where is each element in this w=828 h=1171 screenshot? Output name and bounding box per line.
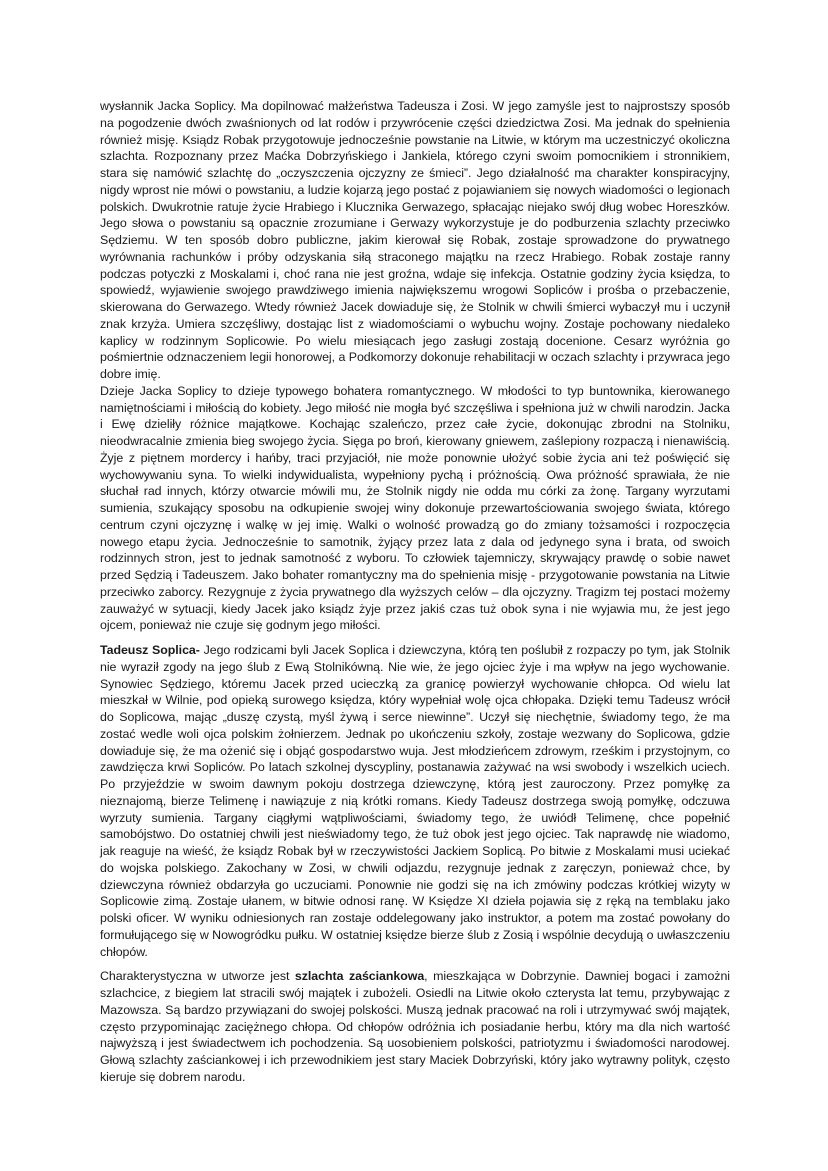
paragraph-szlachta-zasciankowa <box>100 968 730 1085</box>
paragraph-jacek-romantic-hero: Dzieje Jacka Soplicy to dzieje typowego bohatera romantycznego. W młodości to typ buntownika, kierowanego namiętnościami i miłością do kobiety. Jego miłość nie mogła być szczęśliwa i spełniona już w chwili narodzin. Jacka i Ewę dzieliły różnice majątkowe. Kochając szaleńczo, przez całe życie, dokonując zbrodni na Stolniku, nieodwracalnie zmienia bieg swojego życia. Sięga po broń, kierowany gniewem, zaślepiony rozpaczą i nienawiścią. Żyje z piętnem mordercy i hańby, traci przyjaciół, nie może ponownie ułożyć sobie życia ani też poświęcić się wychowywaniu syna. To wielki indywidualista, wypełniony pychą i próżnością. Owa próżność sprawiała, że nie słuchał rad innych, którzy otwarcie mówili mu, że Stolnik nigdy nie odda mu córki za żonę. Targany wyrzutami sumienia, szukający sposobu na odkupienie swojej winy dokonuje przewartościowania swojego świata, którego centrum czyni ojczyznę i walkę w jej imię. Walki o wolność prowadzą go do zmiany tożsamości i rozpoczęcia nowego etapu życia. Jednocześnie to samotnik, żyjący przez lata z dala od jedynego syna i brata, od swoich rodzinnych stron, jest to jednak samotność z wyboru. To człowiek tajemniczy, skrywający prawdę o sobie nawet przed Sędzią i Tadeuszem. Jako bohater romantyczny ma do spełnienia misję - przygotowanie powstania na Litwie przeciwko zaborcy. Rezygnuje z życia prywatnego dla wyższych celów – dla ojczyzny. Tragizm tej postaci możemy zauważyć w sytuacji, kiedy Jacek jako ksiądz żyje przez jakiś czas tuż obok syna i nie wyjawia mu, że jest jego ojcem, ponieważ nie czuje się godnym jego miłości. <box>100 383 730 633</box>
paragraph-tadeusz-soplica <box>100 642 730 960</box>
term-szlachta-zasciankowa: szlachta zaściankowa <box>294 969 425 984</box>
paragraph-szlachta-intro: Charakterystyczna w utworze jest <box>100 969 295 984</box>
paragraph-jacek-robak: wysłannik Jacka Soplicy. Ma dopilnować małżeństwa Tadeusza i Zosi. W jego zamyśle jest to najprostszy sposób na pogodzenie dwóch zwaśnionych od lat rodów i przywrócenie części dziedzictwa Zosi. Ma jednak do spełnienia również misję. Ksiądz Robak przygotowuje jednocześnie powstanie na Litwie, w którym ma uczestniczyć okoliczna szlachta. Rozpoznany przez Maćka Dobrzyńskiego i Jankiela, którego czyni swoim pomocnikiem i stronnikiem, stara się namówić szlachtę do „oczyszczenia ojczyzny ze śmieci”. Jego działalność ma charakter konspiracyjny, nigdy wprost nie mówi o powstaniu, a ludzie kojarzą jego postać z pojawianiem się nowych wiadomości o legionach polskich. Dwukrotnie ratuje życie Hrabiego i Klucznika Gerwazego, spłacając niejako swój dług wobec Horeszków. Jego słowa o powstaniu są opacznie zrozumiane i Gerwazy wykorzystuje je do podburzenia szlachty przeciwko Sędziemu. W ten sposób dobro publiczne, jakim kierował się Robak, zostaje sprowadzone do prywatnego wyrównania rachunków i próby odzyskania siłą straconego majątku na rzecz Hrabiego. Robak zostaje ranny podczas potyczki z Moskalami i, choć rana nie jest groźna, wdaje się infekcja. Ostatnie godziny życia księdza, to spowiedź, wyjawienie swojego prawdziwego imienia największemu wrogowi Sopliców i prośba o przebaczenie, skierowana do Gerwazego. Wtedy również Jacek dowiaduje się, że Stolnik w chwili śmierci wybaczył mu i uczynił znak krzyża. Umiera szczęśliwy, dostając list z wiadomościami o wybuchu wojny. Zostaje pochowany niedaleko kaplicy w rodzinnym Soplicowie. Po wielu miesiącach jego zasługi zostają docenione. Cesarz wyróżnia go pośmiertnie odznaczeniem legii honorowej, a Podkomorzy dokonuje rehabilitacji w oczach szlachty i przywraca jego dobre imię. <box>100 99 730 381</box>
paragraph-szlachta-body: , mieszkająca w Dobrzynie. Dawniej bogaci i zamożni szlachcice, z biegiem lat stracili swój majątek i zubożeli. Osiedli na Litwie około czterysta lat temu, przybywając z Mazowsza. Są bardzo przywiązani do swojej polskości. Muszą jednak pracować na roli i utrzymywać swój majątek, często przypominając zaciężnego chłopa. Od chłopów odróżnia ich posiadanie herbu, który ma dla nich wartość najwyższą i jest świadectwem ich pochodzenia. Są uosobieniem polskości, patriotyzmu i świadomości narodowej. Głową szlachty zaściankowej i ich przewodnikiem jest stary Maciek Dobrzyński, który jako wytrawny polityk, często kieruje się dobrem narodu. <box>100 969 730 1084</box>
character-heading-tadeusz: Tadeusz Soplica- <box>100 643 200 657</box>
paragraph-tadeusz-body: Jego rodzicami byli Jacek Soplica i dziewczyna, którą ten poślubił z rozpaczy po tym, jak Stolnik nie wyraził zgody na jego ślub z Ewą Stolnikówną. Nie wie, że jego ojciec żyje i ma wpływ na jego wychowanie. Synowiec Sędziego, któremu Jacek przed ucieczką za granicę powierzył wychowanie chłopca. Od wielu lat mieszkał w Wilnie, pod opieką surowego księdza, który wypełniał wolę ojca chłopaka. Dzięki temu Tadeusz wrócił do Soplicowa, mając „duszę czystą, myśl żywą i serce niewinne”. Uczył się niechętnie, świadomy tego, że ma zostać wedle woli ojca polskim żołnierzem. Jednak po ukończeniu szkoły, zostaje wezwany do Soplicowa, gdzie dowiaduje się, że ma ożenić się i objąć gospodarstwo wuja. Jest młodzieńcem zdrowym, rześkim i przystojnym, co zawdzięcza krwi Sopliców. Po latach szkolnej dyscypliny, postanawia zażywać na wsi swobody i wszelkich uciech. Po przyjeździe w swoim dawnym pokoju dostrzega dziewczynę, którą jest zauroczony. Przez pomyłkę za nieznajomą, bierze Telimenę i nawiązuje z nią krótki romans. Kiedy Tadeusz dostrzega swoją pomyłkę, odczuwa wyrzuty sumienia. Targany ciągłymi wątpliwościami, świadomy tego, że uwiódł Telimenę, chce popełnić samobójstwo. Do ostatniej chwili jest nieświadomy tego, że tuż obok jest jego ojciec. Tak naprawdę nie wiadomo, jak reaguje na wieść, że ksiądz Robak był w rzeczywistości Jackiem Soplicą. Po bitwie z Moskalami musi uciekać do wojska polskiego. Zakochany w Zosi, w chwili odjazdu, rezygnuje jednak z zaręczyn, ponieważ chce, by dziewczyna również obdarzyła go uczuciami. Ponownie nie godzi się na ich zmówiny podczas krótkiej wizyty w Soplicowie zimą. Zostaje ułanem, w bitwie odnosi ranę. W Księdze XI dzieła pojawia się z ręką na temblaku jako polski oficer. W wyniku odniesionych ran zostaje oddelegowany jako instruktor, a potem ma zostać powołany do formułującego się w Nowogródku pułku. W ostatniej księdze bierze ślub z Zosią i wspólnie decydują o uwłaszczeniu chłopów. <box>100 643 731 959</box>
document-page <box>100 98 730 1094</box>
